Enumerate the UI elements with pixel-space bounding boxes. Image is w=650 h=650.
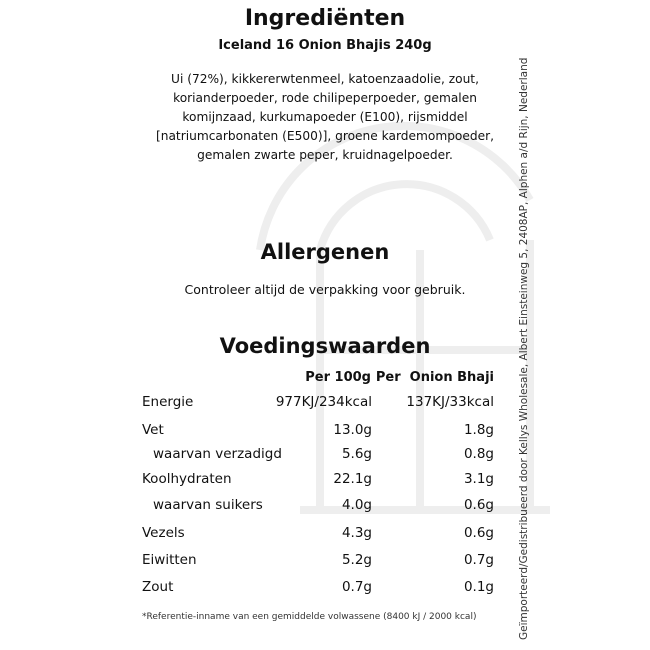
importer-address: Geïmporteerd/Gedistribueerd door Kellys Wholesale, Albert Einsteinweg 5, 2408AP, Alphen a/d Rijn, Nederland (518, 57, 530, 640)
value-per-100g: 977KJ/234kcal (275, 394, 372, 410)
row-label: waarvan verzadigd (153, 446, 282, 462)
allergens-title: Allergenen (260, 240, 390, 264)
nutrition-row-zout (0, 579, 650, 599)
value-per-bhaji: 0.7g (463, 552, 494, 568)
value-per-100g: 22.1g (333, 471, 372, 487)
value-per-bhaji: 3.1g (463, 471, 494, 487)
value-per-bhaji: 0.1g (463, 579, 494, 595)
nutrition-row-suikers (0, 497, 650, 517)
value-per-bhaji: 0.8g (463, 446, 494, 462)
row-label: Koolhydraten (142, 471, 232, 487)
value-per-100g: 4.3g (341, 525, 372, 541)
nutrition-row-vezels (0, 525, 650, 545)
ingredients-text: Ui (72%), kikkererwtenmeel, katoenzaadolie, zout, korianderpoeder, rode chilipeperpoeder, gemalen komijnzaad, kurkumapoeder (E100), rijsmiddel [natriumcarbonaten (E500)], groene kardemompoeder, gemalen zwarte peper, kruidnagelpoeder. (155, 72, 495, 162)
ingredients-title: Ingrediënten (244, 6, 406, 31)
value-per-100g: 0.7g (341, 579, 372, 595)
nutrition-row-vet (0, 422, 650, 442)
row-label: Energie (142, 394, 194, 410)
nutrition-row-koolhydraten (0, 471, 650, 491)
nutrition-title: Voedingswaarden (219, 334, 431, 358)
nutrition-row-eiwitten (0, 552, 650, 572)
column-header-per-bhaji: Per Onion Bhaji (375, 370, 494, 385)
allergens-text: Controleer altijd de verpakking voor gebruik. (184, 282, 466, 297)
row-label: Eiwitten (142, 552, 197, 568)
row-label: Zout (142, 579, 174, 595)
value-per-bhaji: 0.6g (463, 525, 494, 541)
nutrition-row-energie (0, 394, 650, 414)
value-per-bhaji: 0.6g (463, 497, 494, 513)
row-label: Vezels (142, 525, 185, 541)
nutrition-row-verzadigd (0, 446, 650, 466)
column-header-per-100g: Per 100g (305, 370, 371, 385)
row-label: waarvan suikers (153, 497, 263, 513)
product-name: Iceland 16 Onion Bhajis 240g (218, 38, 432, 53)
value-per-100g: 4.0g (341, 497, 372, 513)
value-per-100g: 5.2g (341, 552, 372, 568)
value-per-100g: 13.0g (333, 422, 372, 438)
row-label: Vet (142, 422, 164, 438)
value-per-bhaji: 1.8g (463, 422, 494, 438)
footnote: *Referentie-inname van een gemiddelde volwassene (8400 kJ / 2000 kcal) (142, 612, 477, 622)
value-per-bhaji: 137KJ/33kcal (406, 394, 494, 410)
value-per-100g: 5.6g (341, 446, 372, 462)
